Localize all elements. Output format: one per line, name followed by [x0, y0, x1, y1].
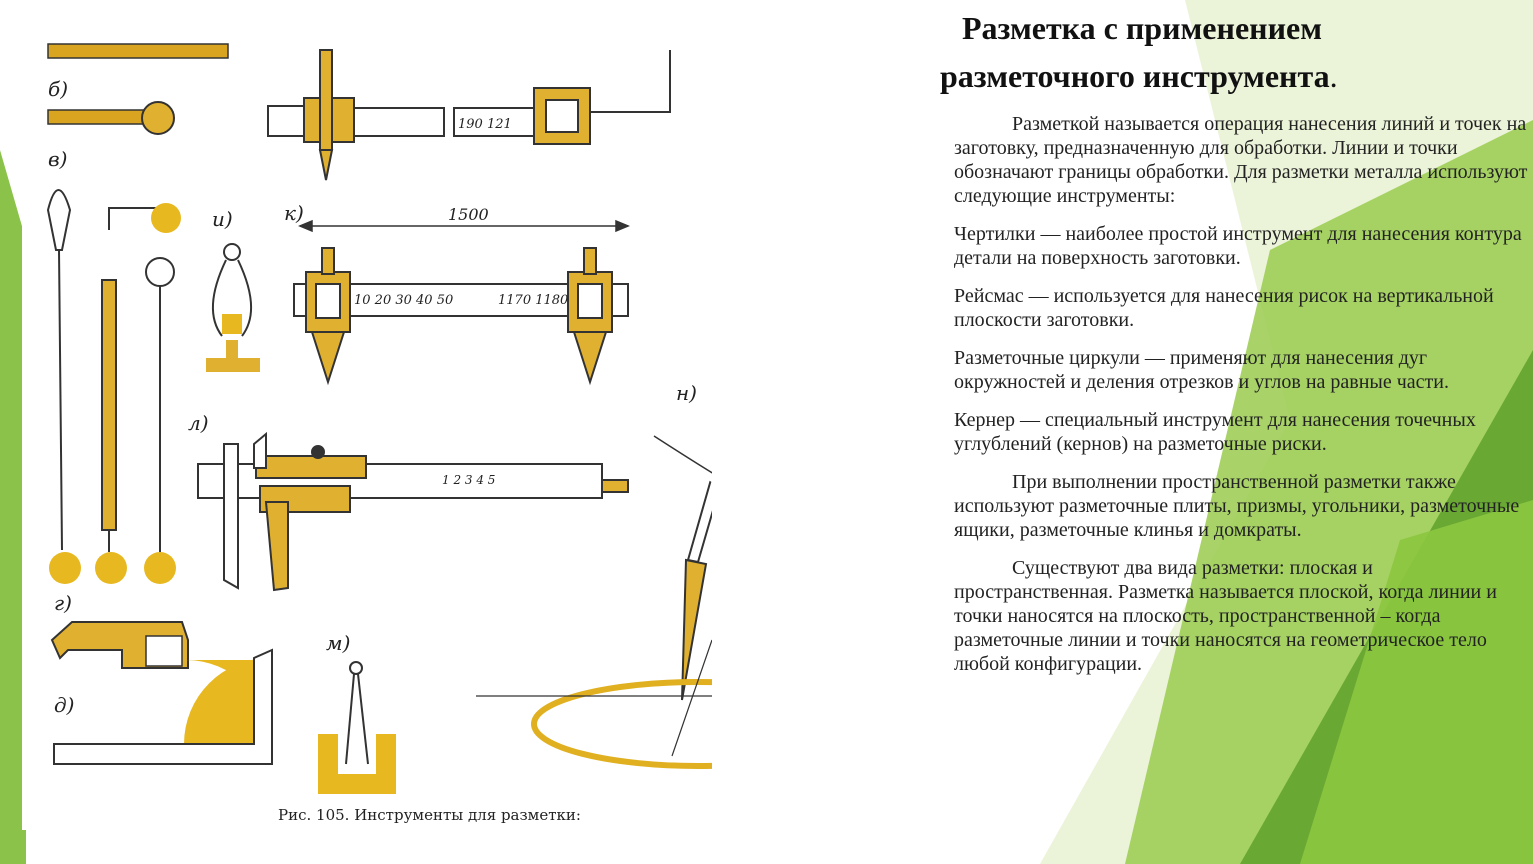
steel-ruler-illustration — [48, 44, 228, 58]
slide-title-line2: разметочного инструмента — [940, 58, 1330, 94]
label-g: г) — [54, 591, 72, 615]
paragraph-compasses: Разметочные циркули — применяют для нанесения дуг окружностей и деления отрезков и углов на равные части. — [954, 347, 1449, 393]
scale-top-label: 190 121 — [458, 117, 512, 132]
slide-title — [940, 4, 1500, 100]
slide-title-line1: Разметка с применением — [962, 10, 1323, 46]
scale-end-label: 1170 1180 — [498, 293, 569, 308]
label-m: м) — [326, 631, 351, 655]
label-i: и) — [212, 207, 233, 231]
label-k: к) — [284, 201, 304, 225]
label-l: л) — [188, 411, 209, 435]
paragraph-scribers: Чертилки — наиболее простой инструмент для нанесения контура детали на поверхность заготовки. — [954, 223, 1522, 269]
slide-body-text — [954, 112, 1532, 690]
paragraph-intro: Разметкой называется операция нанесения линий и точек на заготовку, предназначенную для обработки. Линии и точки обозначают границы обработки. Для разметки металла используют следующие инструменты: — [954, 113, 1528, 207]
label-b: б) — [48, 77, 69, 101]
slide-title-end: . — [1329, 58, 1338, 94]
dimension-value: 1500 — [448, 205, 489, 224]
label-d: д) — [54, 693, 75, 717]
label-n: н) — [676, 381, 697, 405]
marking-tools-figure — [22, 40, 712, 830]
label-v: в) — [48, 147, 68, 171]
paragraph-surface-gauge: Рейсмас — используется для нанесения рисок на вертикальной плоскости заготовки. — [954, 285, 1494, 331]
paragraph-center-punch: Кернер — специальный инструмент для нанесения точечных углублений (кернов) на разметочные риски. — [954, 409, 1476, 455]
paragraph-marking-types: Существуют два вида разметки: плоская и пространственная. Разметка называется плоской, когда линии и точки наносятся на плоскость, пространственной – когда разметочные линии и точки наносятся на геометрическое тело любой конфигурации. — [954, 557, 1497, 675]
caliper-scale-label: 1 2 3 4 5 — [442, 473, 496, 487]
paragraph-spatial-tools: При выполнении пространственной разметки также используют разметочные плиты, призмы, угольники, разметочные ящики, разметочные клинья и домкраты. — [954, 471, 1520, 541]
scale-mid-label: 10 20 30 40 50 — [354, 293, 454, 308]
figure-caption: Рис. 105. Инструменты для разметки: — [278, 806, 581, 824]
